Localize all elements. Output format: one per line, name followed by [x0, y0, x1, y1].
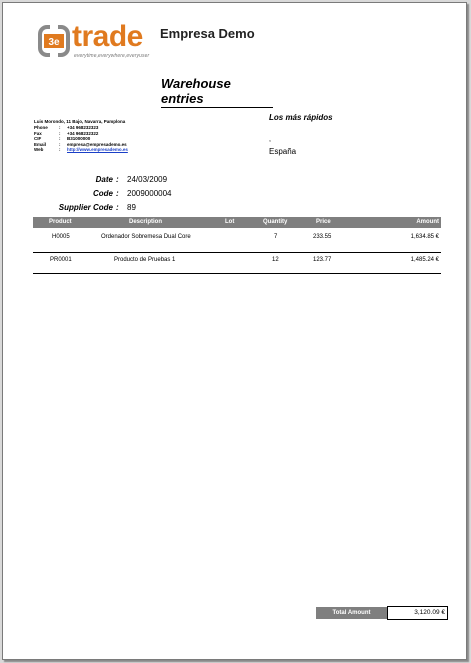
contact-separator: : [59, 125, 61, 130]
column-header-amount: Amount [416, 219, 439, 225]
cell-amount: 1,634.85 € [410, 234, 439, 240]
column-header-description: Description [129, 219, 163, 225]
company-contact-list [34, 125, 128, 153]
cell-quantity: 12 [272, 257, 279, 263]
contact-web [34, 147, 128, 153]
customer-country: España [269, 147, 297, 156]
cell-description: Producto de Pruebas 1 [114, 257, 176, 263]
date-colon: : [116, 175, 119, 184]
cell-quantity: 7 [274, 234, 278, 240]
date-value: 24/03/2009 [127, 175, 168, 184]
cell-description: Ordenador Sobremesa Dual Core [101, 234, 191, 240]
row-divider [33, 273, 441, 274]
column-header-quantity: Quantity [263, 219, 288, 225]
cell-amount: 1,485.24 € [410, 257, 439, 263]
contact-label: Email [34, 141, 47, 147]
document-title: Warehouse entries [161, 76, 273, 108]
website-link[interactable]: http://www.empresademo.es [67, 147, 128, 153]
logo-wordmark: trade [72, 20, 143, 53]
code-value: 2009000004 [127, 189, 172, 198]
contact-value: +34 968232322 [67, 130, 99, 136]
table-row [33, 250, 441, 274]
contact-separator: : [59, 141, 61, 147]
contact-label: Web [34, 147, 44, 153]
contact-separator: : [59, 136, 61, 142]
contact-label: Phone [34, 125, 48, 130]
cell-product: H0005 [52, 234, 70, 240]
table-header [33, 217, 441, 228]
customer-name: Los más rápidos [269, 113, 333, 122]
column-header-lot: Lot [225, 219, 235, 225]
company-logo-icon [38, 25, 70, 57]
total-amount-value: 3,120.09 € [387, 606, 448, 620]
company-name: Empresa Demo [160, 26, 255, 41]
column-header-price: Price [316, 219, 331, 225]
contact-label: Fax [34, 130, 42, 136]
cell-price: 233.55 [313, 234, 332, 240]
code-colon: : [116, 189, 119, 198]
supplier-code-value: 89 [127, 203, 136, 212]
cell-price: 123.77 [313, 257, 332, 263]
supplier-code-label: Supplier Code [58, 203, 113, 212]
contact-separator: : [59, 147, 61, 153]
supplier-code-colon: : [116, 203, 119, 212]
contact-separator: : [59, 130, 61, 136]
document-page [2, 2, 467, 660]
contact-value: B31000000 [67, 136, 91, 142]
code-label: Code [93, 189, 113, 198]
logo-tagline: everytime,everywhere,everyuser [74, 53, 150, 59]
column-header-product: Product [49, 219, 72, 225]
customer-address-line: , [269, 136, 271, 143]
contact-label: CIF [34, 136, 42, 142]
company-address: Luis Morondo, 11 Bajo, Navarra, Pamplona [34, 119, 126, 124]
date-label: Date [95, 175, 113, 184]
contact-value: empresa@empresademo.es [67, 141, 127, 147]
total-amount-label: Total Amount [316, 607, 387, 619]
logo-mark-text: 3e [48, 37, 60, 48]
cell-product: PR0001 [50, 257, 72, 263]
contact-value: +34 968232323 [67, 125, 99, 130]
